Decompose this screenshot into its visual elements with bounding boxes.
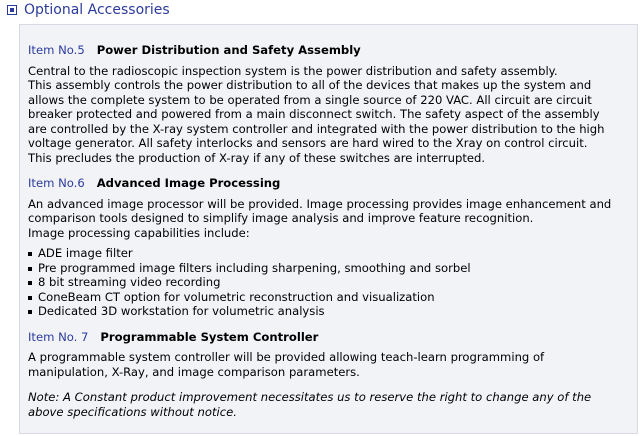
accessories-panel [19,24,638,434]
item-7-section [28,330,629,380]
item-6-number: Item No.6 [28,176,85,190]
item-7-line: manipulation, X-Ray, and image comparison parameters. [28,364,360,379]
item-5-line: This assembly controls the power distribution to all of the devices that makes up the system and [28,78,592,92]
item-6-description [28,197,629,241]
item-6-line: comparison tools designed to simplify image analysis and improve feature recognition. [28,211,534,225]
item-5-line: Central to the radioscopic inspection system is the power distribution and safety assembly. [28,63,558,78]
item-5-description [28,64,629,166]
list-item: 8 bit streaming video recording [28,275,629,290]
list-item: Dedicated 3D workstation for volumetric analysis [28,304,629,319]
item-5-line: breaker protected and powered from a main disconnect switch. The safety aspect of the assembly [28,107,600,121]
square-bullet-icon [7,5,17,15]
disclaimer-note [28,390,629,419]
item-7-line: A programmable system controller will be provided allowing teach-learn programming of [28,350,545,364]
note-line: above specifications without notice. [28,404,237,419]
list-item: ConeBeam CT option for volumetric reconstruction and visualization [28,290,629,305]
capabilities-list [28,246,629,319]
item-7-heading [28,330,629,345]
section-header [0,0,640,19]
item-6-section [28,176,629,319]
item-5-line: allows the complete system to be operated from a single source of 220 VAC. All circuit are circuit [28,92,592,107]
item-5-line: voltage generator. All safety interlocks and sensors are hard wired to the Xray on control circuit. [28,136,588,150]
section-title: Optional Accessories [24,1,170,18]
item-5-heading [28,43,629,58]
item-6-line: Image processing capabilities include: [28,225,250,240]
list-item: Pre programmed image filters including sharpening, smoothing and sorbel [28,261,629,276]
item-6-title: Advanced Image Processing [96,176,281,190]
item-7-title: Programmable System Controller [100,329,319,344]
item-5-line: are controlled by the X-ray system controller and integrated with the power distribution to the high [28,121,605,136]
item-5-section [28,43,629,165]
note-line: Note: A Constant product improvement necessitates us to reserve the right to change any of the [28,390,592,404]
item-5-number: Item No.5 [28,43,85,57]
item-7-description [28,350,629,379]
list-item: ADE image filter [28,246,629,261]
item-5-title: Power Distribution and Safety Assembly [96,43,361,57]
item-5-line: This precludes the production of X-ray if any of these switches are interrupted. [28,150,486,165]
item-6-heading [28,176,629,191]
item-6-line: An advanced image processor will be provided. Image processing provides image enhancement and [28,196,612,211]
item-7-number: Item No. 7 [28,329,89,344]
